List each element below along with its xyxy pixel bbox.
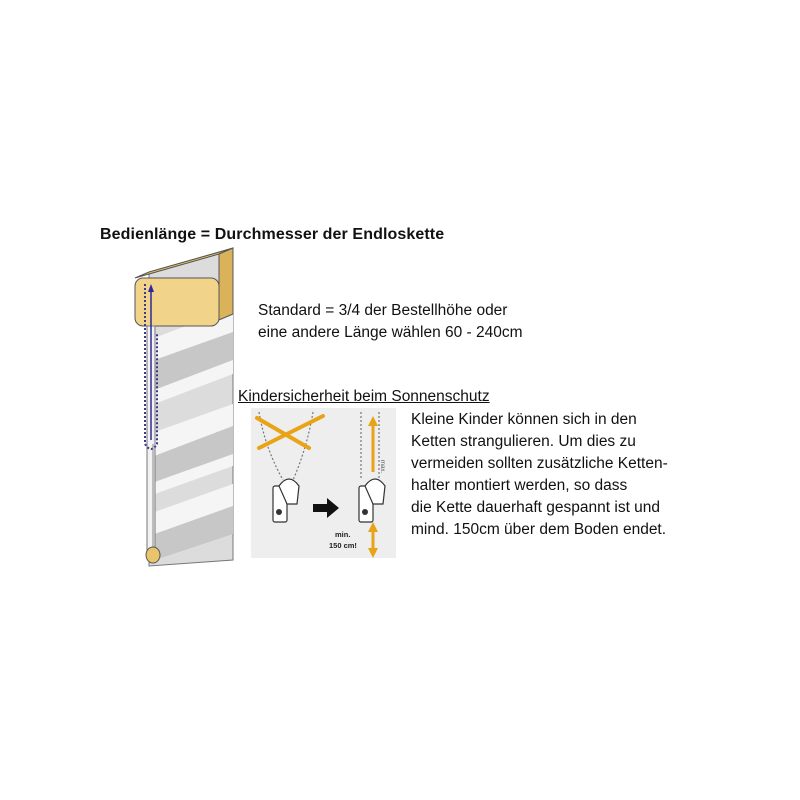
- standard-line-2: eine andere Länge wählen 60 - 240cm: [258, 324, 523, 341]
- safety-line-6: mind. 150cm über dem Boden endet.: [411, 521, 667, 538]
- roller-blind-illustration: [125, 244, 245, 574]
- safety-line-1: Kleine Kinder können sich in den: [411, 411, 637, 428]
- safety-line-4: halter montiert werden, so dass: [411, 477, 628, 494]
- standard-line-1: Standard = 3/4 der Bestellhöhe oder: [258, 302, 508, 319]
- safety-paragraph: [411, 409, 668, 541]
- safety-title: Kindersicherheit beim Sonnenschutz: [238, 388, 490, 405]
- max-label: max.: [379, 460, 385, 474]
- safety-line-3: vermeiden sollten zusätzliche Ketten-: [411, 455, 668, 472]
- page-title: Bedienlänge = Durchmesser der Endloskette: [100, 226, 445, 243]
- standard-info: [258, 300, 523, 344]
- chain-weight: [146, 547, 160, 563]
- chain-safety-illustration: [251, 408, 396, 558]
- min-label-2: 150 cm!: [329, 541, 357, 550]
- min-label-1: min.: [335, 530, 351, 539]
- safety-line-2: Ketten strangulieren. Um dies zu: [411, 433, 636, 450]
- safety-line-5: die Kette dauerhaft gespannt ist und: [411, 499, 661, 516]
